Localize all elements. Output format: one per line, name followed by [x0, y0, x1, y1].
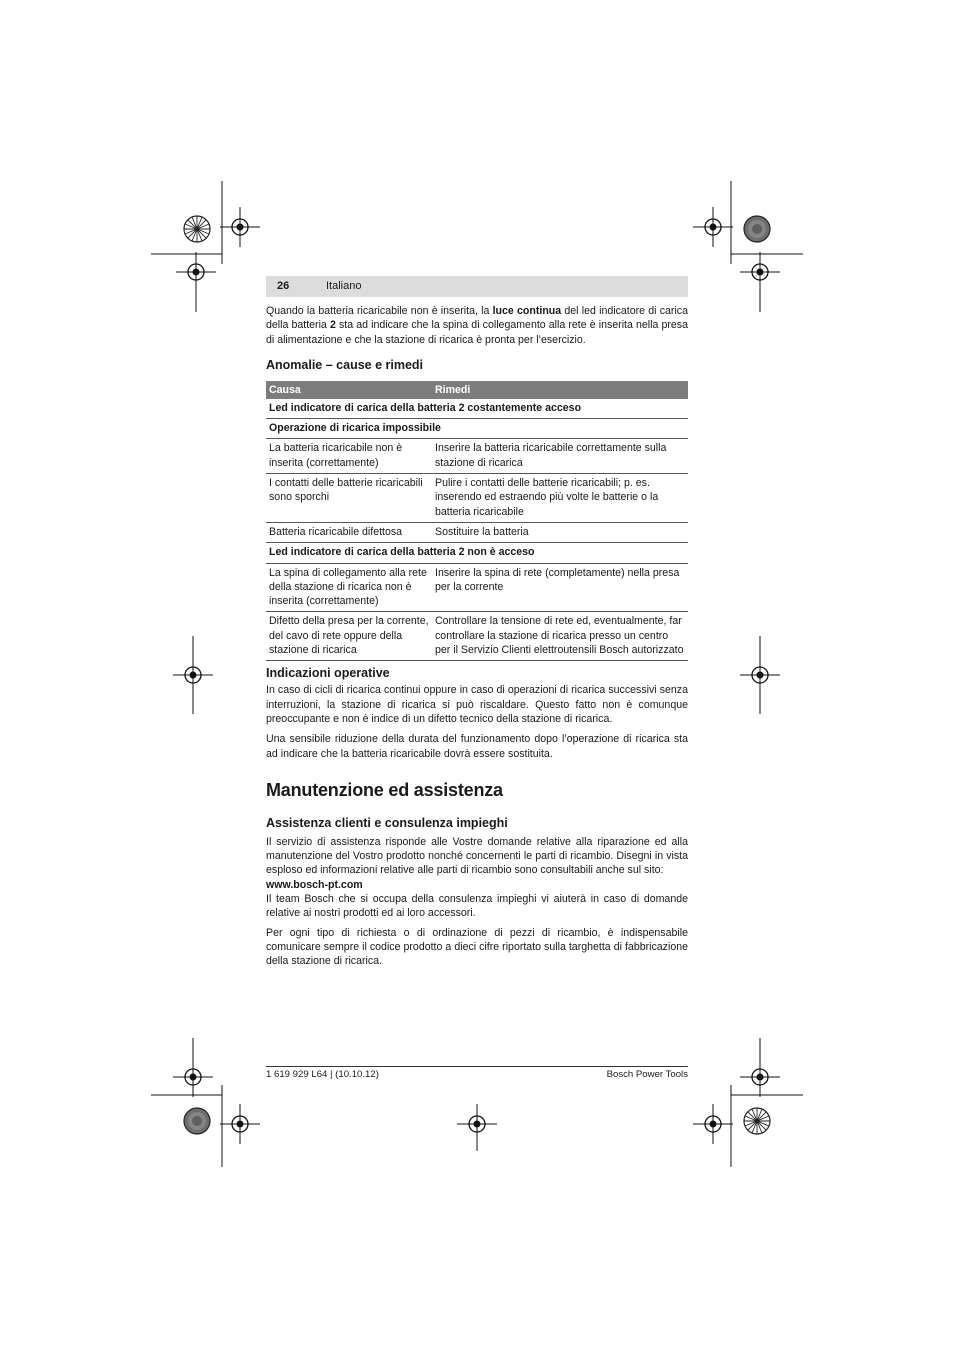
indicazioni-heading: Indicazioni operative: [266, 666, 390, 681]
header-language: Italiano: [326, 280, 362, 292]
page-header: [266, 276, 688, 297]
assistenza-heading: Assistenza clienti e consulenza impieghi: [266, 815, 508, 830]
manutenzione-heading: Manutenzione ed assistenza: [266, 779, 503, 800]
troubleshooting-table: [266, 381, 688, 661]
table-row: Batteria ricaricabile difettosa Sostituire la batteria: [266, 522, 688, 542]
intro-bold-number: 2: [329, 319, 336, 332]
table-row: Difetto della presa per la corrente, del cavo di rete oppure della stazione di ricarica Controllare la tensione di rete ed, eventualmente, far controllare la stazione di ricarica presso un centro per il Servizio Clienti elettroutensili Bosch autorizzato: [266, 612, 688, 661]
table-group-title: Led indicatore di carica della batteria 2 costantemente acceso: [266, 399, 688, 419]
intro-bold-term: luce continua: [492, 305, 562, 317]
column-header-rimedi: Rimedi: [432, 381, 688, 399]
intro-paragraph: Quando la batteria ricaricabile non è inserita, la luce continua del led indicatore di carica della batteria 2 sta ad indicare che la spina di collegamento alla rete è inserita nella presa di alimentazione e che la stazione di ricarica è pronta per l’esercizio.: [266, 305, 688, 346]
table-row: La batteria ricaricabile non è inserita (correttamente) Inserire la batteria ricaricabile correttamente sulla stazione di ricarica: [266, 439, 688, 474]
table-header-row: [266, 381, 688, 399]
anomalie-heading: Anomalie – cause e rimedi: [266, 357, 424, 372]
footer-brand: Bosch Power Tools: [606, 1069, 688, 1080]
table-row: La spina di collegamento alla rete della stazione di ricarica non è inserita (correttamente) Inserire la spina di rete (completamente) nella presa per la corrente: [266, 563, 688, 612]
footer-document-code: 1 619 929 L64 | (10.10.12): [266, 1069, 379, 1080]
table-group-subtitle: Operazione di ricarica impossibile: [266, 419, 688, 439]
assistenza-paragraph-1: Il servizio di assistenza risponde alle Vostre domande relative alla riparazione ed alla manutenzione del Vostro prodotto nonché concernenti le parti di ricambio. Disegni in vista esploso ed informazioni relative alle parti di ricambio sono consultabili anche sul sito: www.bosch-pt.com Il team Bosch che si occupa della consulenza impieghi vi aiuterà in caso di domande relative ai nostri prodotti ed ai loro accessori.: [266, 835, 688, 920]
assistenza-paragraph-3: Per ogni tipo di richiesta o di ordinazione di pezzi di ricambio, è indispensabile comunicare sempre il codice prodotto a dieci cifre riportato sulla targhetta di fabbricazione della stazione di ricarica.: [266, 926, 688, 968]
bosch-website-link[interactable]: www.bosch-pt.com: [266, 878, 363, 891]
table-group-title: Led indicatore di carica della batteria 2 non è acceso: [266, 543, 688, 563]
table-row: I contatti delle batterie ricaricabili sono sporchi Pulire i contatti delle batterie ricaricabili; p. es. inserendo ed estraendo più volte le batterie o la batteria ricaricabile: [266, 474, 688, 523]
indicazioni-paragraph-1: In caso di cicli di ricarica continui oppure in caso di operazioni di ricarica successivi senza interruzioni, la stazione di ricarica si può riscaldare. Questo fatto non è comunque preoccupante e non è indice di un difetto tecnico della stazione di ricarica.: [266, 684, 688, 725]
footer-rule: [266, 1066, 688, 1067]
page-content: [266, 304, 688, 975]
page-number: 26: [277, 280, 290, 292]
indicazioni-paragraph-2: Una sensibile riduzione della durata del funzionamento dopo l’operazione di ricarica sta ad indicare che la batteria ricaricabile dovrà essere sostituita.: [266, 733, 688, 760]
column-header-causa: Causa: [266, 381, 432, 399]
